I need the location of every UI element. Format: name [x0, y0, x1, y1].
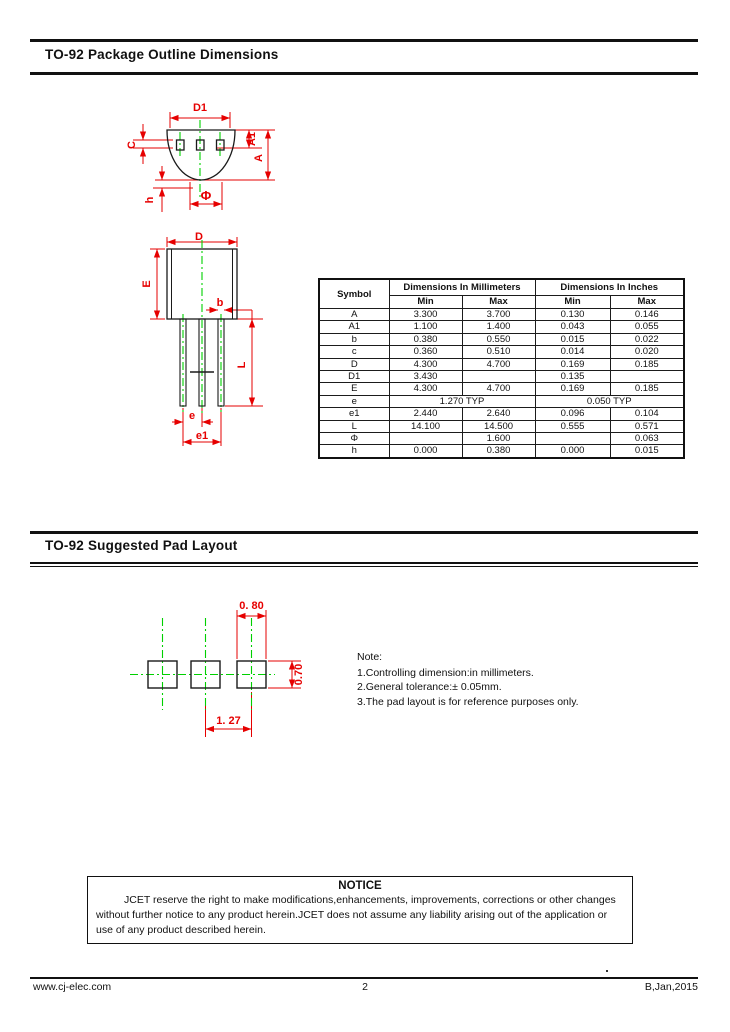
cell: 0.020	[610, 346, 684, 358]
cell: 0.169	[535, 358, 610, 370]
table-row	[319, 309, 684, 321]
cell	[610, 371, 684, 383]
table-row	[319, 333, 684, 345]
cell: 14.100	[389, 420, 462, 432]
cell: 1.400	[462, 321, 535, 333]
cell: 0.055	[610, 321, 684, 333]
table-row	[319, 371, 684, 383]
table-row	[319, 383, 684, 395]
col-in-min: Min	[535, 296, 610, 309]
section1-bottom-rule	[30, 72, 698, 75]
section1-top-rule	[30, 39, 698, 42]
col-mm: Dimensions In Millimeters	[389, 279, 535, 296]
section2-title: TO-92 Suggested Pad Layout	[45, 538, 238, 553]
table-row	[319, 346, 684, 358]
cell: 2.440	[389, 408, 462, 420]
cell: 0.063	[610, 433, 684, 445]
cell-merged: 0.050 TYP	[535, 395, 684, 407]
table-header-row	[319, 279, 684, 296]
footer-rule	[30, 977, 698, 979]
cell: e	[319, 395, 389, 407]
cell: 2.640	[462, 408, 535, 420]
section2-bottom-rule-thin	[30, 566, 698, 567]
cell: 0.000	[389, 445, 462, 458]
section2-top-rule	[30, 531, 698, 534]
notice-title: NOTICE	[338, 880, 382, 892]
pad-layout-diagram	[125, 588, 335, 743]
col-in: Dimensions In Inches	[535, 279, 684, 296]
dim-label-e1: e1	[195, 430, 209, 442]
cell: 4.700	[462, 383, 535, 395]
cell: 0.022	[610, 333, 684, 345]
table-row	[319, 433, 684, 445]
pad-centerlines	[130, 618, 275, 710]
dim-label-d1: D1	[192, 102, 208, 114]
table-row	[319, 358, 684, 370]
cell: 0.135	[535, 371, 610, 383]
col-in-max: Max	[610, 296, 684, 309]
cell: E	[319, 383, 389, 395]
front-view-centerlines	[183, 240, 221, 416]
dim-label-a1: A1	[246, 131, 258, 147]
notice-box	[87, 876, 633, 944]
cell: 0.130	[535, 309, 610, 321]
cell: 4.700	[462, 358, 535, 370]
table-row	[319, 445, 684, 458]
cell: 0.360	[389, 346, 462, 358]
notice-body: JCET reserve the right to make modifications,enhancements, improvements, corrections or other changes without further notice to any product herein.JCET does not assume any liability arising out of the application or use of any product described herein.	[96, 894, 616, 936]
cell-merged: 1.270 TYP	[389, 395, 535, 407]
footer-dot	[606, 970, 608, 972]
cell: 0.380	[389, 333, 462, 345]
cell: e1	[319, 408, 389, 420]
top-view-body-outline	[167, 130, 235, 180]
table-row	[319, 408, 684, 420]
cell: D1	[319, 371, 389, 383]
package-front-view-diagram	[135, 230, 300, 465]
note-line: 2.General tolerance:± 0.05mm.	[357, 681, 502, 693]
pad-dim-width: 0. 80	[239, 600, 264, 612]
dim-label-d: D	[195, 231, 203, 243]
note-line: 3.The pad layout is for reference purposes only.	[357, 695, 579, 708]
cell	[462, 371, 535, 383]
dim-label-e-body: E	[141, 280, 153, 288]
table-row	[319, 321, 684, 333]
cell: 0.185	[610, 383, 684, 395]
cell: 0.043	[535, 321, 610, 333]
cell: c	[319, 346, 389, 358]
cell: 4.300	[389, 383, 462, 395]
pad-dim-height: 0.70	[293, 663, 305, 686]
cell: 0.096	[535, 408, 610, 420]
cell: 0.510	[462, 346, 535, 358]
dimensions-table	[318, 278, 685, 459]
cell: 0.104	[610, 408, 684, 420]
note-title: Note:	[357, 651, 383, 663]
col-mm-max: Max	[462, 296, 535, 309]
col-symbol: Symbol	[319, 279, 389, 309]
cell: h	[319, 445, 389, 458]
cell: 0.015	[610, 445, 684, 458]
footer-page-number: 2	[362, 981, 368, 993]
dim-label-phi: Φ	[200, 188, 212, 203]
cell: 4.300	[389, 358, 462, 370]
cell: A	[319, 309, 389, 321]
note-line: 1.Controlling dimension:in millimeters.	[357, 666, 534, 679]
section2-bottom-rule-thick	[30, 562, 698, 564]
section1-title: TO-92 Package Outline Dimensions	[45, 47, 279, 62]
table-row-merged	[319, 395, 684, 407]
dim-label-a: A	[253, 154, 265, 162]
cell: 3.700	[462, 309, 535, 321]
cell: 0.146	[610, 309, 684, 321]
cell	[389, 433, 462, 445]
cell: D	[319, 358, 389, 370]
cell: 0.380	[462, 445, 535, 458]
table-row	[319, 420, 684, 432]
cell: 0.550	[462, 333, 535, 345]
dim-label-e-pitch: e	[188, 410, 196, 422]
dim-label-b: b	[216, 297, 224, 309]
cell: 0.014	[535, 346, 610, 358]
cell: b	[319, 333, 389, 345]
cell: L	[319, 420, 389, 432]
cell: 1.100	[389, 321, 462, 333]
cell: 3.300	[389, 309, 462, 321]
cell: 0.555	[535, 420, 610, 432]
dim-label-l: L	[236, 361, 248, 369]
cell: 0.169	[535, 383, 610, 395]
dim-label-c: C	[126, 141, 138, 149]
cell: 0.015	[535, 333, 610, 345]
cell: 0.000	[535, 445, 610, 458]
footer-website: www.cj-elec.com	[33, 981, 112, 993]
footer-revision: B,Jan,2015	[644, 981, 698, 993]
note-block	[357, 650, 579, 709]
cell: Φ	[319, 433, 389, 445]
cell: 3.430	[389, 371, 462, 383]
cell: 14.500	[462, 420, 535, 432]
package-top-view-diagram	[125, 92, 300, 232]
cell: A1	[319, 321, 389, 333]
pad-dim-pitch: 1. 27	[216, 715, 241, 727]
cell: 0.571	[610, 420, 684, 432]
cell: 1.600	[462, 433, 535, 445]
cell: 0.185	[610, 358, 684, 370]
dim-label-h: h	[144, 196, 156, 204]
col-mm-min: Min	[389, 296, 462, 309]
cell	[535, 433, 610, 445]
